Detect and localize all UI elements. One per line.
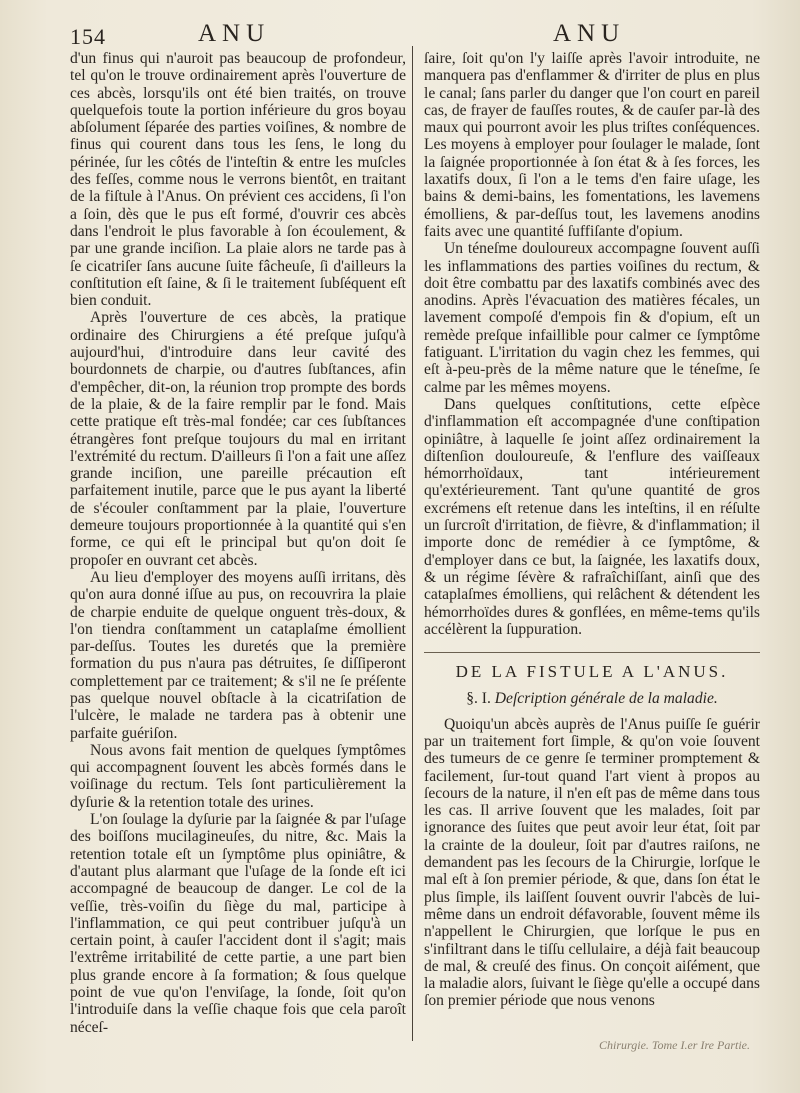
running-head-right: ANU <box>553 20 626 47</box>
left-paragraph-1: d'un finus qui n'auroit pas beaucoup de profondeur, tel qu'on le trouve ordinairement après l'ouverture de ces abcès, lorsqu'ils ont été bien traités, on trouve quelquefois toute la portion inférieure du gros boyau abſolument ſéparée des parties voiſines, & nombre de finus qui courent dans tous les ſens, le long du périnée, ſur les côtés de l'inteſtin & entre les muſcles des feſſes, comme nous le verrons bientôt, en traitant de la fiſtule à l'Anus. On prévient ces accidens, ſi l'on a ſoin, dès que le pus eſt formé, d'ouvrir ces abcès dans l'endroit le plus favorable à ſon écoulement, & par une grande inciſion. La plaie alors ne tarde pas à ſe cicatriſer ſans aucune ſuite fâcheuſe, ſi d'ailleurs la conſtitution eſt ſaine, & ſi le traitement ſubſéquent eſt bien conduit. <box>70 50 406 310</box>
section-title: DE LA FISTULE A L'ANUS. <box>424 652 760 680</box>
page-header <box>48 20 760 52</box>
section-paragraph-1: Quoiqu'un abcès auprès de l'Anus puiſſe ſe guérir par un traitement fort ſimple, & qu'on voie ſouvent des tumeurs de ce genre ſe terminer promptement & facilement, ſur-tout quand l'art vient à propos au ſecours de la nature, il n'en eſt pas de même dans tous les cas. Il arrive ſouvent que les malades, ſoit par ignorance des ſuites que peut avoir leur état, ſoit par la crainte de la douleur, ſoit par d'autres raiſons, ne demandent pas les ſecours de la Chirurgie, lorſque le mal eſt à ſon premier période, & que, dans ſon état le plus ſimple, ils laiſſent ſouvent ouvrir l'abcès de lui-même dans un endroit défavorable, ſouvent même ils n'appellent le Chirurgien, que lorſque le pus en s'infiltrant dans le tiſſu cellulaire, a déjà fait beaucoup de mal, & creuſé des finus. On conçoit aiſément, que la maladie alors, ſuivant le ſiège qu'elle a occupé dans ſon premier période que nous venons <box>424 715 760 1010</box>
left-paragraph-4: Nous avons fait mention de quelques ſymptômes qui accompagnent ſouvent les abcès formés dans le voiſinage du rectum. Tels ſont particulièrement la dyſurie & la retention totale des urines. <box>70 741 406 811</box>
page-number: 154 <box>70 24 106 49</box>
subsection-number: §. I. <box>466 690 491 708</box>
running-head-left: ANU <box>198 20 271 47</box>
subsection-heading <box>424 690 760 707</box>
column-divider <box>412 46 413 1041</box>
right-paragraph-3: Dans quelques conſtitutions, cette eſpèce d'inflammation eſt accompagnée d'une conſtipation opiniâtre, à laquelle ſe joint aſſez ordinairement la diſtenſion douloureuſe, & l'enflure des vaiſſeaux hémorrhoïdaux, tant intérieurement qu'extérieurement. Tant qu'une quantité de gros excrémens eſt retenue dans les inteſtins, il en réſulte un ſurcroît d'irritation, de fièvre, & d'inflammation; il importe donc de remédier à ce ſymptôme, & d'employer dans ce but, la ſaignée, les laxatifs doux, & un régime ſévère & rafraîchiſſant, ainſi que des cataplaſmes émolliens, qui relâchent & détendent les hémorrhoïdes dures & gonflées, en même-tems qu'ils accélèrent la ſuppuration. <box>424 395 760 638</box>
left-column <box>70 50 406 1036</box>
right-column <box>424 50 760 1010</box>
left-paragraph-5: L'on ſoulage la dyſurie par la ſaignée & par l'uſage des boiſſons mucilagineuſes, du nitre, &c. Mais la retention totale eſt un ſymptôme plus opiniâtre, & d'autant plus alarmant que l'uſage de la ſonde eſt ici accompagné de beaucoup de danger. Le col de la veſſie, très-voiſin du ſiège du mal, participe à l'inflammation, ce qui peut contribuer juſqu'à un certain point, à cauſer l'accident dont il s'agit; mais l'extrême irritabilité de cette partie, a une part bien plus grande encore à ſa formation; & ſous quelque point de vue qu'on l'enviſage, la ſonde, ſoit qu'on l'introduiſe dans la veſſie chaque fois que cela paroît néceſ- <box>70 811 406 1036</box>
subsection-title: Deſcription générale de la maladie. <box>494 690 718 708</box>
footer-note: Chirurgie. Tome I.er Ire Partie. <box>599 1038 750 1052</box>
right-paragraph-2: Un téneſme douloureux accompagne ſouvent auſſi les inflammations des parties voiſines du rectum, & doit être combattu par des laxatifs combinés avec des anodins. Après l'évacuation des matières fécales, un lavement compoſé d'empois fin & d'opium, eſt un remède preſque infaillible pour calmer ce ſymptôme fatiguant. L'irritation du vagin chez les femmes, qui eſt à-peu-près de la même nature que le téneſme, ſe calme par les mêmes moyens. <box>424 240 760 396</box>
left-paragraph-3: Au lieu d'employer des moyens auſſi irritans, dès qu'on aura donné iſſue au pus, on recouvrira la plaie de charpie enduite de quelque onguent très-doux, & l'on tiendra conſtamment un cataplaſme émollient par-deſſus. Toutes les duretés que la première formation du pus n'aura pas détruites, ſe diſſiperont complettement par ce traitement; & s'il ne ſe préſente pas quelque nouvel obſtacle à la cicatriſation de l'ulcère, le malade ne tardera pas à obtenir une parfaite guériſon. <box>70 568 406 742</box>
right-paragraph-1: ſaire, ſoit qu'on l'y laiſſe après l'avoir introduite, ne manquera pas d'enflammer & d'irriter de plus en plus le canal; ſans parler du danger que l'on court en pareil cas, de frayer de fauſſes routes, & de cauſer par-là des maux qui pourront avoir les plus triſtes conſéquences. Les moyens à employer pour ſoulager le malade, ſont la ſaignée proportionnée à ſon état & à ſes forces, les laxatifs doux, ſi l'on a le tems d'en faire uſage, les bains & demi-bains, les fomentations, les lavemens émolliens, & par-deſſus tout, les lavemens anodins faits avec une quantité ſuffiſante d'opium. <box>424 50 760 240</box>
left-paragraph-2: Après l'ouverture de ces abcès, la pratique ordinaire des Chirurgiens a été preſque juſqu'à aujourd'hui, d'introduire dans leur cavité des bourdonnets de charpie, ou d'autres ſubſtances, afin d'empêcher, dit-on, la réunion trop prompte des bords de la plaie, & de la faire remplir par le fond. Mais cette pratique eſt très-mal fondée; car ces ſubſtances étrangères font preſque toujours du mal en irritant l'extrémité du rectum. D'ailleurs ſi l'on a fait une aſſez grande inciſion, une pareille précaution eſt parfaitement inutile, parce que le pus ayant la liberté de s'écouler conſtamment par la plaie, l'ouverture demeure toujours proportionnée à la quantité qui s'en forme, ce qui eſt le principal but qu'on doit ſe propoſer en ouvrant cet abcès. <box>70 309 406 569</box>
